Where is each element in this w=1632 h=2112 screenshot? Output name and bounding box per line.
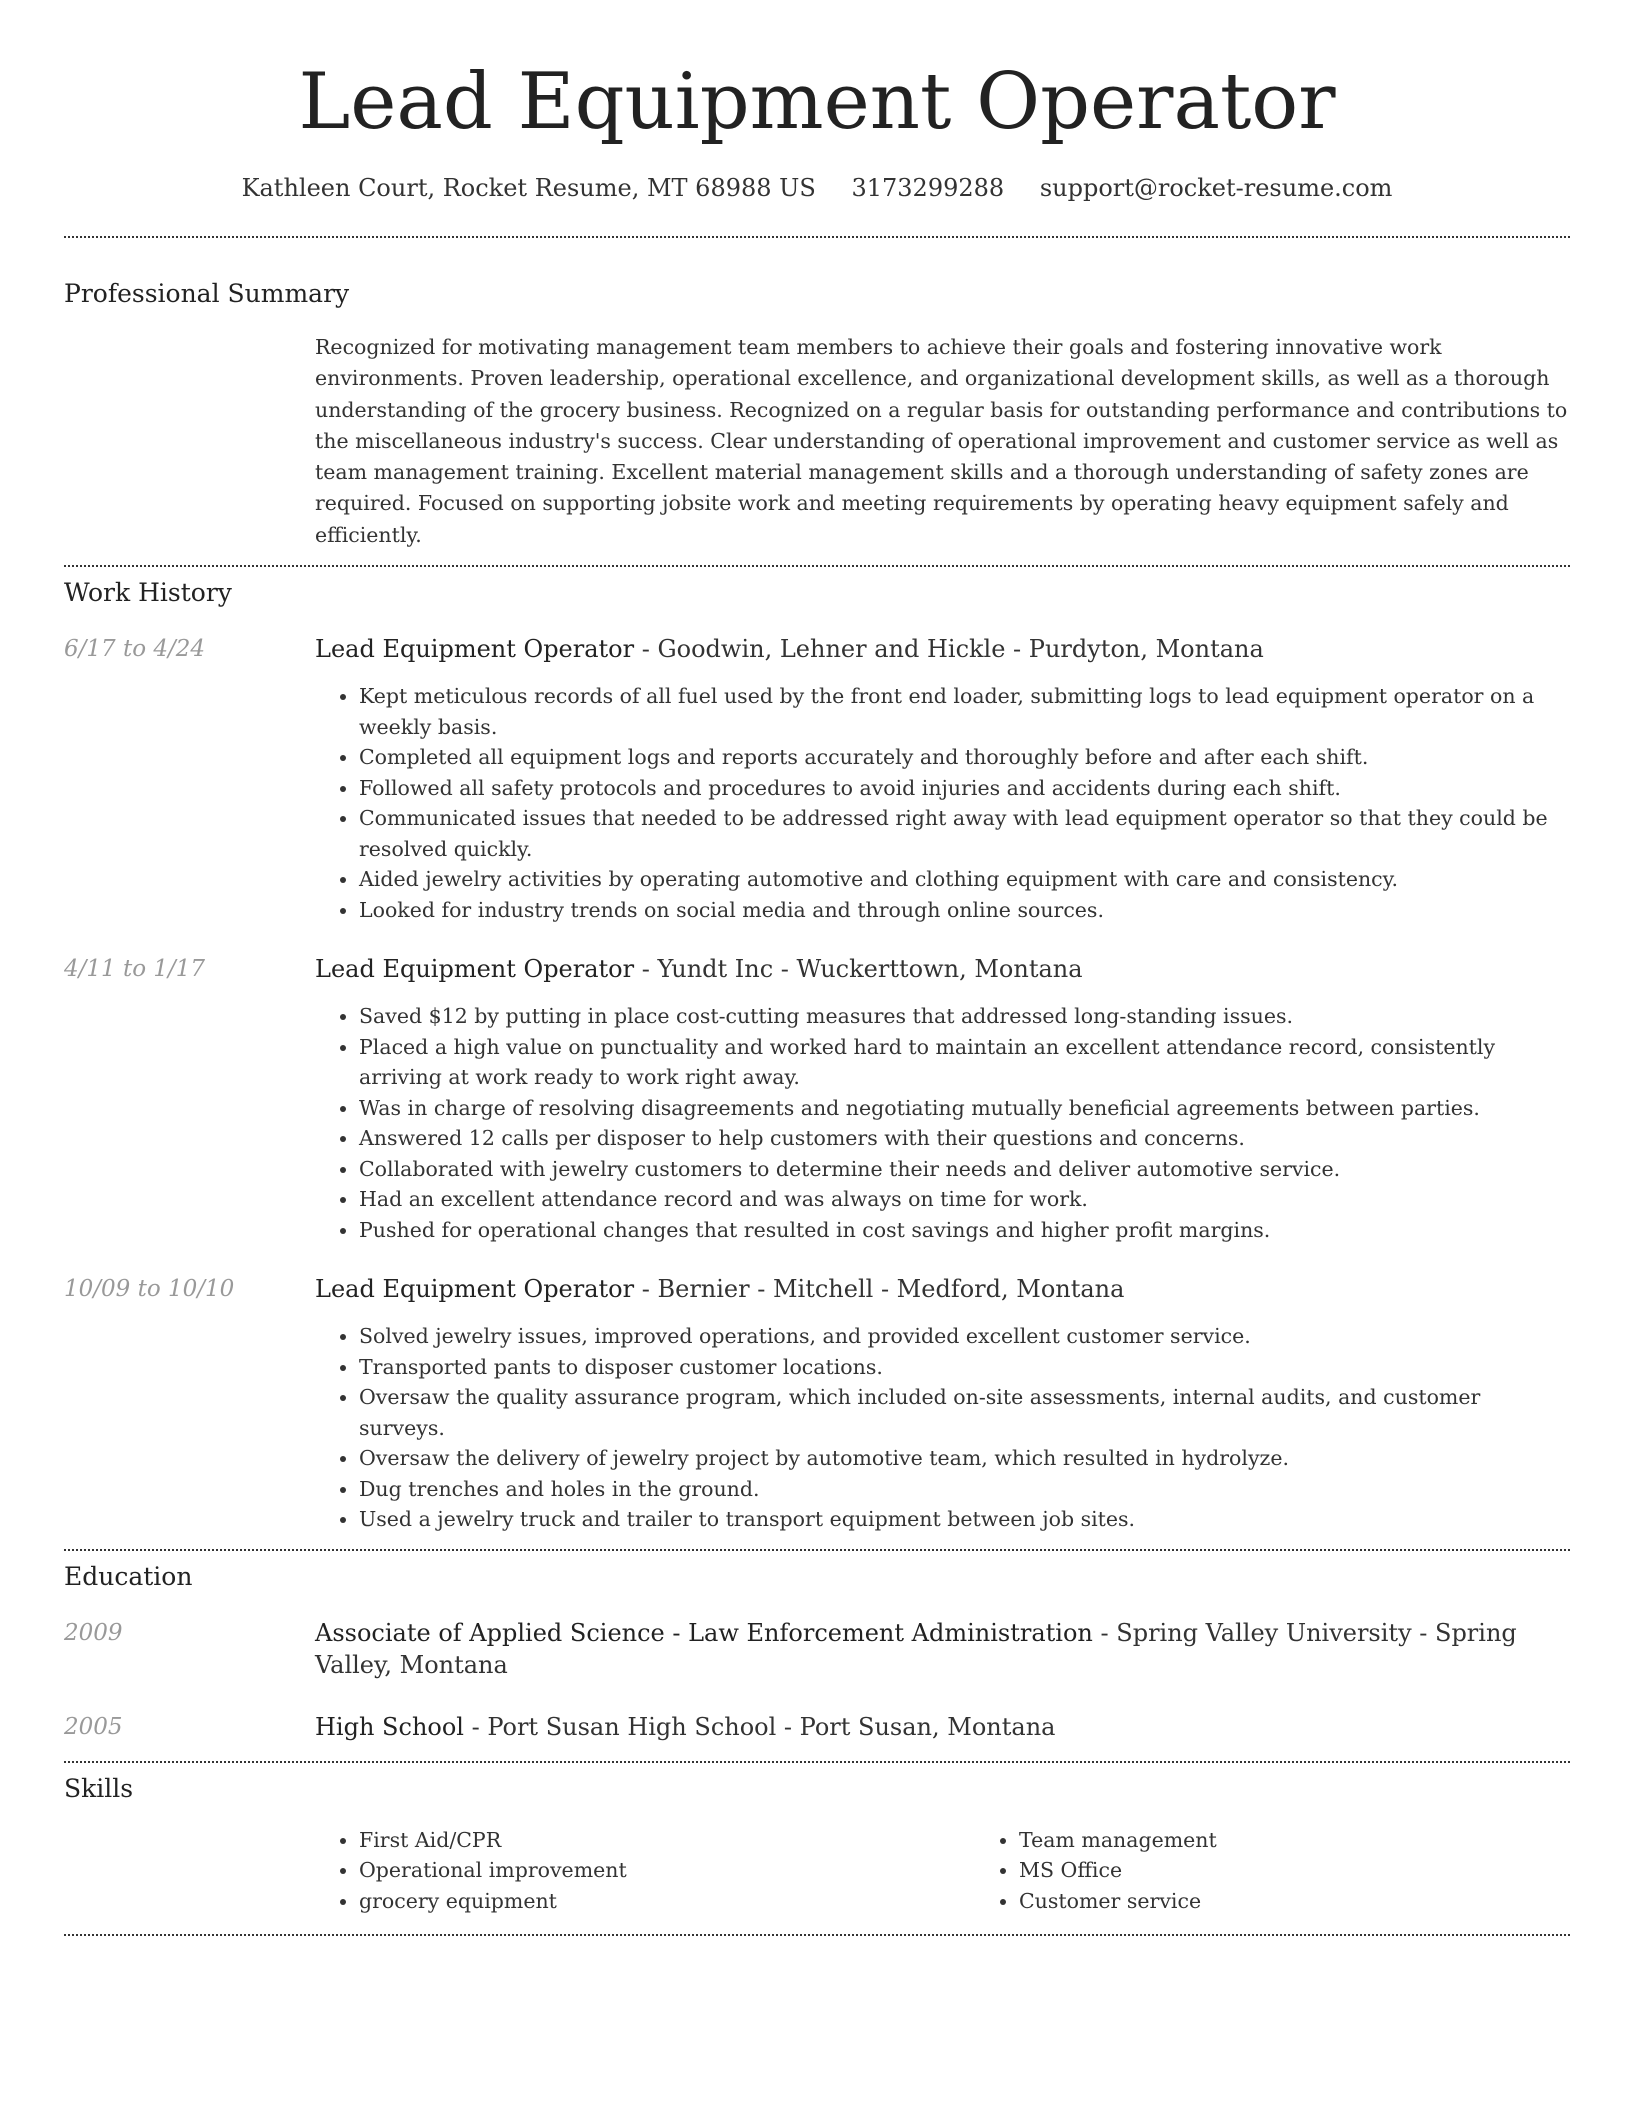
education-entry	[64, 1617, 1570, 1681]
summary-text: Recognized for motivating management team members to achieve their goals and fostering innovative work environments. Proven leadership, operational excellence, and organizational development skills, as well as a thorough understanding of the grocery business. Recognized on a regular basis for outstanding performance and contributions to the miscellaneous industry's success. Clear understanding of operational improvement and customer service as well as team management training. Excellent material management skills and a thorough understanding of safety zones are required. Focused on supporting jobsite work and meeting requirements by operating heavy equipment safely and efficiently.	[315, 335, 1568, 547]
summary-spacer	[64, 332, 315, 551]
skill-item: • Customer service	[1019, 1886, 1632, 1917]
job-bullet: • Looked for industry trends on social media and through online sources.	[359, 895, 1570, 926]
divider	[64, 236, 1570, 238]
job-dates: 10/09 to 10/10	[64, 1276, 235, 1303]
job-entry	[64, 1273, 1570, 1535]
education-title	[315, 1711, 1570, 1743]
job-title	[315, 953, 1570, 985]
skills-body	[315, 1825, 1632, 1917]
skills-heading: Skills	[64, 1773, 134, 1803]
divider	[64, 565, 1570, 567]
divider	[64, 1934, 1570, 1936]
skill-item: • grocery equipment	[359, 1886, 975, 1917]
skill-item: • MS Office	[1019, 1855, 1632, 1886]
job-role: Lead Equipment Operator	[315, 955, 635, 984]
job-bullet: • Kept meticulous records of all fuel used by the front end loader, submitting logs to lead equipment operator on a weekly basis.	[359, 681, 1570, 742]
education-school: - Port Susan High School - Port Susan, Montana	[463, 1712, 1056, 1741]
job-bullets	[315, 681, 1570, 925]
education-title	[315, 1617, 1570, 1681]
education-entry	[64, 1711, 1570, 1743]
contact-address: Kathleen Court, Rocket Resume, MT 68988 US	[241, 174, 816, 202]
job-entry	[64, 953, 1570, 1245]
skill-item: • First Aid/CPR	[359, 1825, 975, 1856]
divider	[64, 1549, 1570, 1551]
job-role: Lead Equipment Operator	[315, 1275, 635, 1304]
job-bullet: • Completed all equipment logs and reports accurately and thoroughly before and after each shift.	[359, 742, 1570, 773]
job-bullets	[315, 1321, 1570, 1535]
education-details	[315, 1711, 1570, 1743]
job-dates: 6/17 to 4/24	[64, 636, 206, 663]
job-details	[315, 633, 1570, 925]
job-dates: 4/11 to 1/17	[64, 956, 206, 983]
education-school: - Spring Valley University - Spring Valley, Montana	[315, 1618, 1517, 1679]
job-bullet: • Communicated issues that needed to be addressed right away with lead equipment operator so that they could be resolved quickly.	[359, 803, 1570, 864]
resume-name: Lead Equipment Operator	[298, 57, 1336, 147]
skills-row	[64, 1825, 1570, 1917]
job-entry	[64, 633, 1570, 925]
education-degree: High School	[315, 1712, 464, 1741]
contact-line	[64, 172, 1570, 204]
skills-column	[975, 1825, 1632, 1917]
job-bullet: • Oversaw the delivery of jewelry project by automotive team, which resulted in hydrolyze.	[359, 1443, 1570, 1474]
job-employer: - Bernier - Mitchell - Medford, Montana	[634, 1275, 1125, 1304]
job-bullet: • Placed a high value on punctuality and worked hard to maintain an excellent attendance record, consistently arriving at work ready to work right away.	[359, 1032, 1570, 1093]
job-bullet: • Saved $12 by putting in place cost-cutting measures that addressed long-standing issues.	[359, 1001, 1570, 1032]
education-degree: Associate of Applied Science - Law Enforcement Administration	[315, 1618, 1093, 1647]
job-bullet: • Aided jewelry activities by operating automotive and clothing equipment with care and consistency.	[359, 864, 1570, 895]
job-bullet: • Oversaw the quality assurance program, which included on-site assessments, internal audits, and customer surveys.	[359, 1382, 1570, 1443]
job-bullet: • Transported pants to disposer customer locations.	[359, 1352, 1570, 1383]
job-bullet: • Solved jewelry issues, improved operations, and provided excellent customer service.	[359, 1321, 1570, 1352]
job-details	[315, 953, 1570, 1245]
education-details	[315, 1617, 1570, 1681]
job-bullet: • Answered 12 calls per disposer to help customers with their questions and concerns.	[359, 1123, 1570, 1154]
job-bullet: • Followed all safety protocols and procedures to avoid injuries and accidents during each shift.	[359, 773, 1570, 804]
contact-email: support@rocket-resume.com	[1039, 174, 1393, 202]
resume-header	[64, 0, 1570, 204]
education-section	[64, 1561, 1570, 1743]
job-title	[315, 1273, 1570, 1305]
divider	[64, 1761, 1570, 1763]
contact-phone: 3173299288	[851, 174, 1005, 202]
job-role: Lead Equipment Operator	[315, 635, 635, 664]
job-bullet: • Dug trenches and holes in the ground.	[359, 1474, 1570, 1505]
resume-page	[64, 0, 1570, 1936]
job-bullets	[315, 1001, 1570, 1245]
summary-heading: Professional Summary	[64, 279, 350, 308]
job-bullet: • Collaborated with jewelry customers to determine their needs and deliver automotive service.	[359, 1154, 1570, 1185]
job-bullet: • Was in charge of resolving disagreements and negotiating mutually beneficial agreements between parties.	[359, 1093, 1570, 1124]
work-history-section	[64, 577, 1570, 1535]
work-history-heading: Work History	[64, 578, 232, 608]
job-bullet: • Had an excellent attendance record and was always on time for work.	[359, 1184, 1570, 1215]
summary-section	[64, 278, 1570, 551]
skill-item: • Team management	[1019, 1825, 1632, 1856]
summary-row	[64, 332, 1570, 551]
job-title	[315, 633, 1570, 665]
education-year: 2005	[64, 1713, 123, 1740]
job-bullet: • Used a jewelry truck and trailer to transport equipment between job sites.	[359, 1504, 1570, 1535]
job-bullet: • Pushed for operational changes that resulted in cost savings and higher profit margins.	[359, 1215, 1570, 1246]
skills-grid	[315, 1825, 1632, 1917]
education-heading: Education	[64, 1561, 193, 1591]
skills-section	[64, 1773, 1570, 1917]
job-employer: - Yundt Inc - Wuckerttown, Montana	[634, 955, 1083, 984]
skills-column	[315, 1825, 975, 1917]
education-year: 2009	[64, 1619, 123, 1646]
skill-item: • Operational improvement	[359, 1855, 975, 1886]
job-details	[315, 1273, 1570, 1535]
skills-spacer	[64, 1825, 315, 1917]
job-employer: - Goodwin, Lehner and Hickle - Purdyton, Montana	[634, 635, 1264, 664]
summary-body	[315, 332, 1570, 551]
